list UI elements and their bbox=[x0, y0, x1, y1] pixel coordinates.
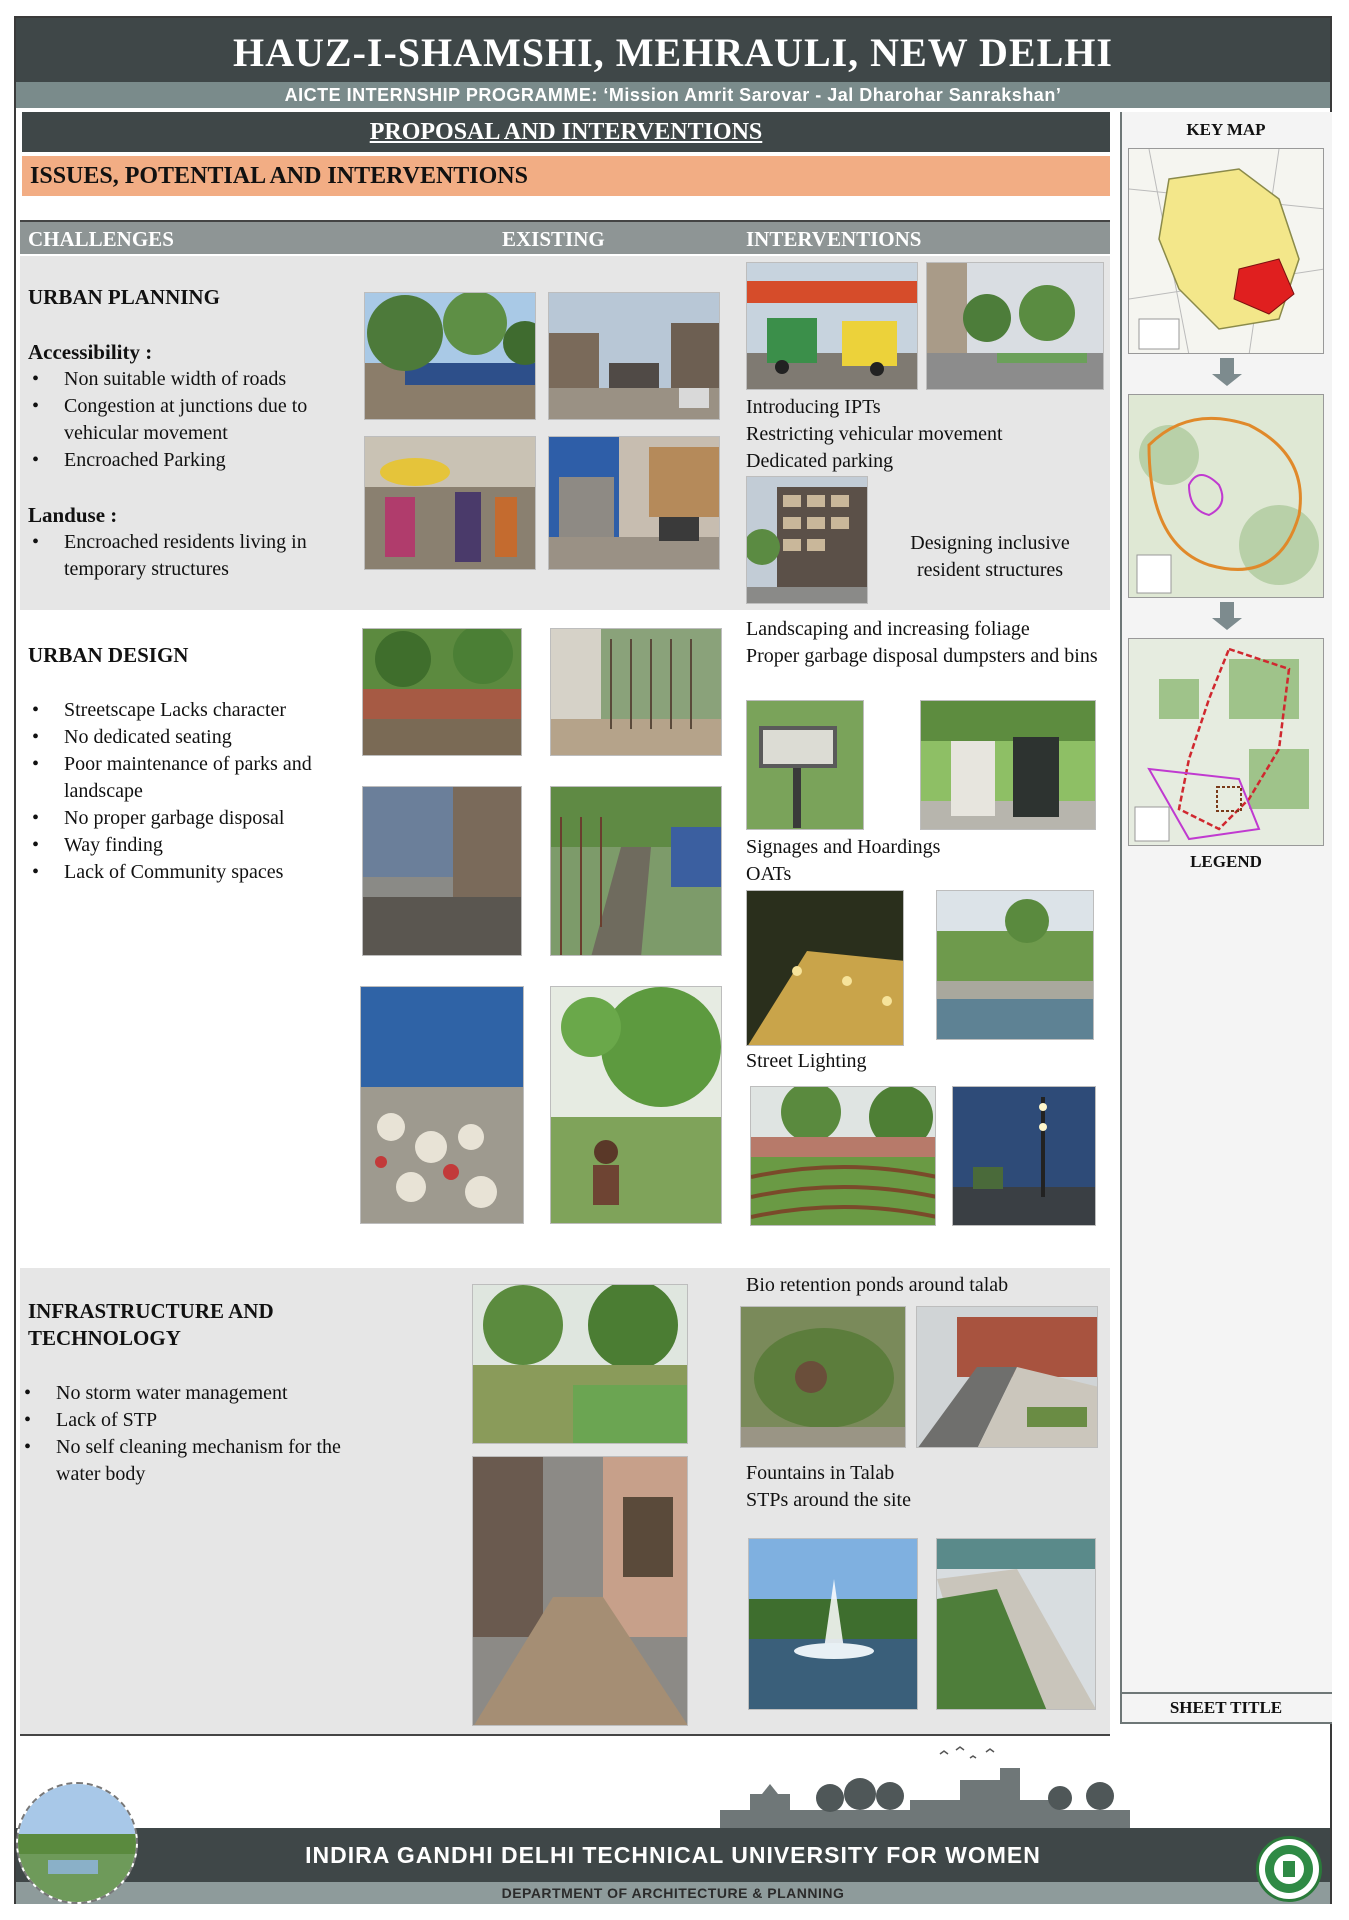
list-item: • No self cleaning mechanism for the water body bbox=[20, 1434, 360, 1488]
list-item: • Way finding bbox=[28, 832, 358, 859]
photo-restricted-street bbox=[926, 262, 1104, 390]
photo-inclusive-housing bbox=[746, 476, 868, 604]
list-item: • No dedicated seating bbox=[28, 724, 358, 751]
photo-polluted-pond bbox=[472, 1284, 688, 1444]
list-item: • Non suitable width of roads bbox=[28, 366, 348, 393]
photo-stp-wetland bbox=[936, 1538, 1096, 1710]
photo-fountain bbox=[748, 1538, 918, 1710]
fountain-text bbox=[746, 1460, 1106, 1514]
list-item: • Streetscape Lacks character bbox=[28, 697, 358, 724]
photo-street-market bbox=[364, 436, 536, 570]
housing-line-2: resident structures bbox=[916, 559, 1064, 581]
site-photo-circle bbox=[16, 1782, 138, 1904]
list-item: • Poor maintenance of parks and landscape bbox=[28, 751, 358, 805]
key-map-title: KEY MAP bbox=[1186, 120, 1266, 139]
page-title: HAUZ-I-SHAMSHI, MEHRAULI, NEW DELHI bbox=[233, 30, 1113, 75]
signage-line: Signages and Hoardings bbox=[746, 836, 941, 858]
main-bottom-rule bbox=[20, 1734, 1110, 1736]
urban-design-heading: URBAN DESIGN bbox=[28, 643, 189, 667]
intervention-parking: Dedicated parking bbox=[746, 450, 894, 472]
photo-encroached-shops bbox=[548, 436, 720, 570]
page-subtitle: AICTE INTERNSHIP PROGRAMME: ‘Mission Amrit Sarovar - Jal Dharohar Sanrakshan’ bbox=[284, 85, 1062, 105]
study-area-map bbox=[1128, 638, 1324, 846]
accessibility-list bbox=[28, 366, 348, 474]
photo-tree-lined-street bbox=[364, 292, 536, 420]
photo-signage-board bbox=[746, 700, 864, 830]
title-bar bbox=[16, 18, 1330, 82]
sheet-title-divider-top bbox=[1120, 1692, 1332, 1694]
up-interventions-text bbox=[746, 394, 1106, 475]
section-title: PROPOSAL AND INTERVENTIONS bbox=[22, 112, 1110, 152]
fountain-line: Fountains in Talab bbox=[746, 1462, 895, 1484]
photo-child-in-park bbox=[550, 986, 722, 1224]
intervention-restrict: Restricting vehicular movement bbox=[746, 423, 1003, 445]
urban-planning-heading: URBAN PLANNING bbox=[28, 285, 220, 309]
column-challenges: CHALLENGES bbox=[28, 227, 174, 251]
infrastructure-heading-line-1: INFRASTRUCTURE AND bbox=[28, 1299, 274, 1323]
sheet-title-divider-bottom bbox=[1120, 1722, 1332, 1724]
signage-text bbox=[746, 834, 1106, 888]
photo-ipt-autorickshaws bbox=[746, 262, 918, 390]
photo-open-air-theatre bbox=[750, 1086, 936, 1226]
photo-broken-pavement bbox=[362, 786, 522, 956]
arrow-down-icon bbox=[1220, 358, 1234, 376]
lighting-text: Street Lighting bbox=[746, 1050, 867, 1072]
list-item: • No storm water management bbox=[20, 1380, 360, 1407]
university-name: INDIRA GANDHI DELHI TECHNICAL UNIVERSITY FOR WOMEN bbox=[305, 1842, 1041, 1868]
sheet-title-label: SHEET TITLE bbox=[1169, 1698, 1283, 1717]
zone-map bbox=[1128, 394, 1324, 598]
footer-sub-bar bbox=[16, 1882, 1330, 1904]
infrastructure-heading bbox=[28, 1298, 348, 1352]
housing-line-1: Designing inclusive bbox=[910, 532, 1070, 554]
photo-dustbins bbox=[920, 700, 1096, 830]
intervention-landscaping: Landscaping and increasing foliage bbox=[746, 618, 1030, 640]
infrastructure-heading-line-2: TECHNOLOGY bbox=[28, 1326, 181, 1350]
arrow-down-icon bbox=[1220, 602, 1234, 620]
photo-terraced-garden bbox=[936, 890, 1094, 1040]
footer-bar bbox=[16, 1828, 1330, 1882]
monument-skyline bbox=[720, 1740, 1130, 1830]
column-existing: EXISTING bbox=[502, 227, 605, 251]
list-item: • No proper garbage disposal bbox=[28, 805, 358, 832]
list-item: • Lack of Community spaces bbox=[28, 859, 358, 886]
issues-title: ISSUES, POTENTIAL AND INTERVENTIONS bbox=[22, 156, 1110, 196]
accessibility-label: Accessibility : bbox=[28, 340, 153, 364]
department-name: DEPARTMENT OF ARCHITECTURE & PLANNING bbox=[501, 1885, 845, 1901]
list-item: • Lack of STP bbox=[20, 1407, 360, 1434]
oats-line: OATs bbox=[746, 863, 792, 885]
list-item: • Encroached Parking bbox=[28, 447, 348, 474]
subtitle-bar bbox=[16, 82, 1330, 108]
list-item: • Encroached residents living in temporary structures bbox=[28, 529, 348, 583]
intervention-garbage: Proper garbage disposal dumpsters and bins bbox=[746, 645, 1098, 667]
photo-overgrown-park bbox=[362, 628, 522, 756]
urban-design-list bbox=[28, 697, 358, 886]
photo-street-lights-night bbox=[952, 1086, 1096, 1226]
landuse-list bbox=[28, 529, 348, 583]
column-interventions: INTERVENTIONS bbox=[746, 227, 922, 251]
photo-open-drain bbox=[550, 786, 722, 956]
list-item: • Congestion at junctions due to vehicular movement bbox=[28, 393, 348, 447]
landuse-label: Landuse : bbox=[28, 503, 118, 527]
photo-bioswale-street bbox=[916, 1306, 1098, 1448]
photo-bio-retention-pond bbox=[740, 1306, 906, 1448]
photo-pathway-lights bbox=[746, 890, 904, 1046]
key-map-delhi bbox=[1128, 148, 1324, 354]
housing-text bbox=[880, 530, 1100, 584]
photo-waterlogged-lane bbox=[472, 1456, 688, 1726]
legend-title: LEGEND bbox=[1190, 852, 1262, 871]
ud-interventions-text bbox=[746, 616, 1116, 670]
intervention-ipt: Introducing IPTs bbox=[746, 396, 881, 418]
photo-littered-boundary bbox=[550, 628, 722, 756]
infrastructure-list bbox=[20, 1380, 360, 1488]
bio-retention-text: Bio retention ponds around talab bbox=[746, 1274, 1009, 1296]
stp-line: STPs around the site bbox=[746, 1489, 911, 1511]
university-logo bbox=[1256, 1836, 1322, 1902]
photo-congested-street bbox=[548, 292, 720, 420]
photo-garbage-dump bbox=[360, 986, 524, 1224]
column-header-row bbox=[20, 220, 1110, 254]
